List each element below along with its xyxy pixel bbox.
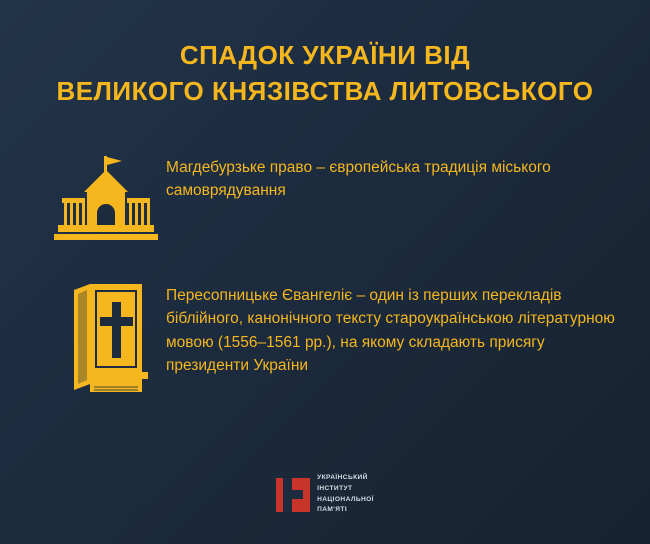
gospel-book-icon [46, 280, 166, 392]
items-list [0, 152, 650, 392]
title-line-1: СПАДОК УКРАЇНИ ВІД [179, 40, 471, 70]
list-item-label: Пересопницьке Євангеліє – один із перших перекладів біблійного, канонічного тексту староукраїнською літературною мовою (1556–1561 рр.), на якому складають присягу президенти України [166, 286, 615, 375]
list-item-label: Магдебурзьке право – європейська традиція міського самоврядування [166, 158, 551, 200]
title-line-2: ВЕЛИКОГО КНЯЗІВСТВА ЛИТОВСЬКОГО [56, 75, 594, 106]
institute-logo-mark [276, 478, 310, 512]
list-item [46, 280, 622, 392]
organization-logo [0, 473, 650, 516]
logo-line-4: ПАМ'ЯТІ [317, 506, 348, 514]
logo-line-1: УКРАЇНСЬКИЙ [317, 474, 368, 482]
logo-line-2: ІНСТИТУТ [317, 484, 353, 492]
institute-logo-text [317, 473, 374, 516]
logo-line-3: НАЦІОНАЛЬНОЇ [317, 495, 374, 503]
town-hall-icon [46, 152, 166, 246]
list-item [46, 152, 622, 246]
page-title [0, 0, 650, 110]
